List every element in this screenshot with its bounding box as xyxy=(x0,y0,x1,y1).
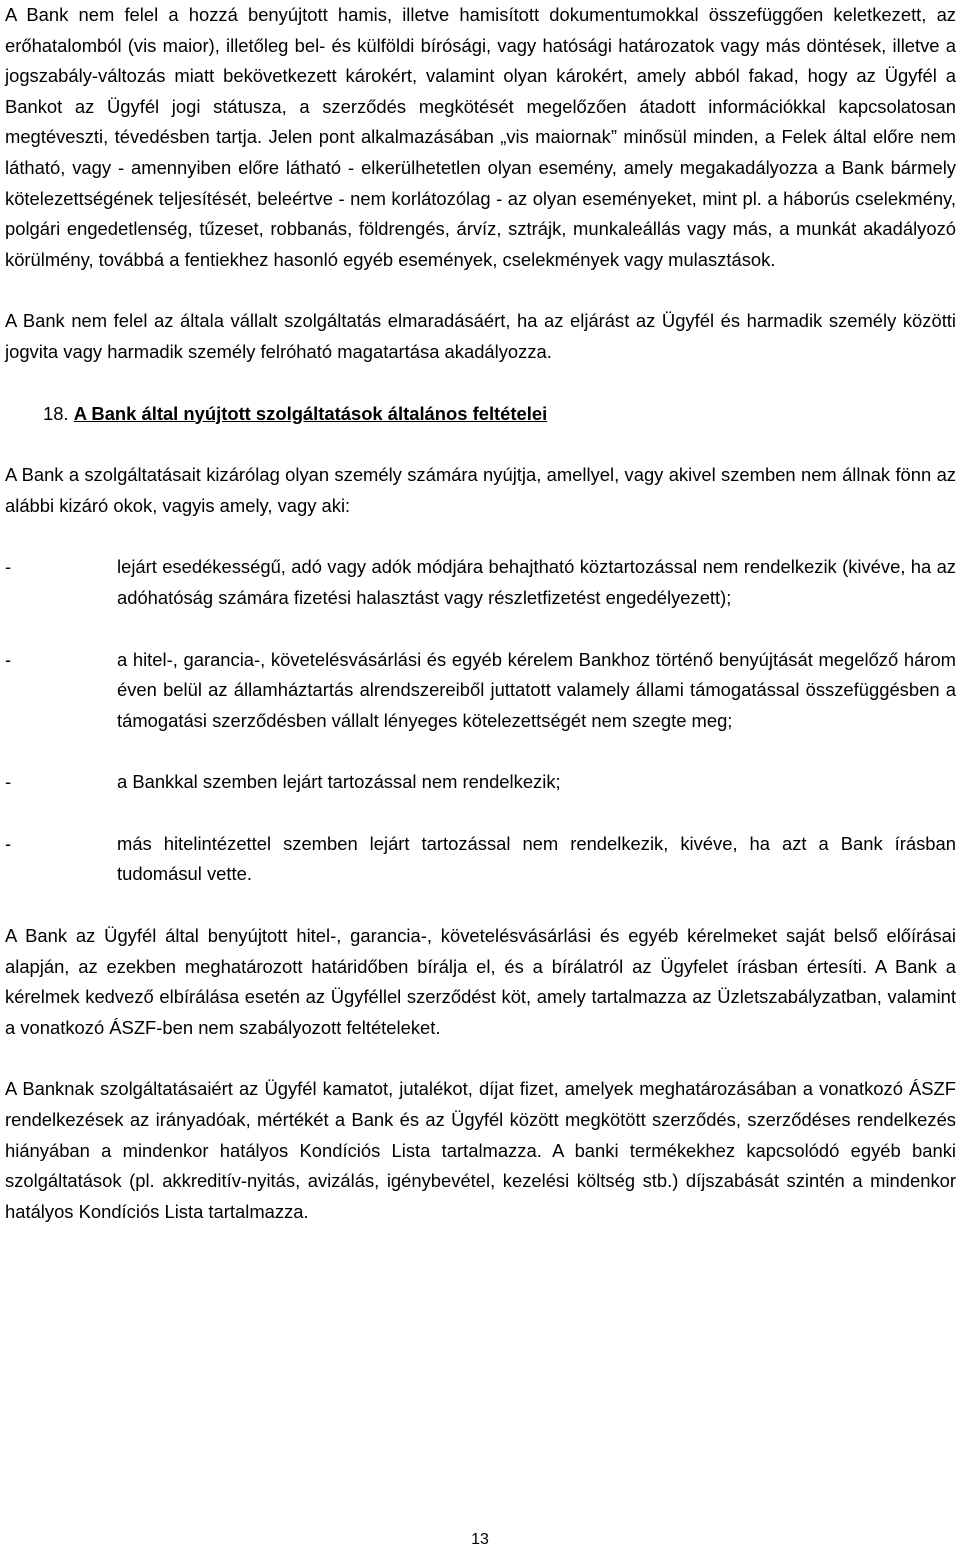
list-item-text: a hitel-, garancia-, követelésvásárlási és egyéb kérelem Bankhoz történő benyújtását megelőző három éven belül az államháztartás alrendszereiből juttatott valamely állami támogatással összefüggésben a támogatási szerződésben vállalt lényeges kötelezettségét nem szegte meg; xyxy=(117,648,956,731)
bullet-dash: - xyxy=(5,832,12,854)
spacer xyxy=(5,614,956,645)
document-page xyxy=(5,0,956,1227)
bullet-dash: - xyxy=(5,771,12,793)
spacer xyxy=(5,890,956,921)
page-number: 13 xyxy=(471,1531,489,1548)
spacer xyxy=(5,798,956,829)
list-item xyxy=(5,767,956,798)
section-number: 18. xyxy=(43,402,69,424)
bullet-dash: - xyxy=(5,648,12,670)
list-item-text: lejárt esedékességű, adó vagy adók módjára behajtható köztartozással nem rendelkezik (kivéve, ha az adóhatóság számára fizetési halasztást vagy részletfizetést engedélyezett); xyxy=(117,556,956,608)
spacer xyxy=(5,275,956,306)
spacer xyxy=(5,368,956,399)
spacer xyxy=(5,521,956,552)
section-title: A Bank által nyújtott szolgáltatások általános feltételei xyxy=(73,402,548,424)
paragraph-liability-dispute: A Bank nem felel az általa vállalt szolgáltatás elmaradásáért, ha az eljárást az Ügyfél és harmadik személy közötti jogvita vagy harmadik személy felróható magatartása akadályozza. xyxy=(5,310,956,362)
spacer xyxy=(5,429,956,460)
spacer xyxy=(5,736,956,767)
list-item-text: a Bankkal szemben lejárt tartozással nem rendelkezik; xyxy=(117,771,561,793)
spacer xyxy=(5,1043,956,1074)
list-item xyxy=(5,829,956,890)
section-heading xyxy=(5,399,956,430)
list-item-text: más hitelintézettel szemben lejárt tartozással nem rendelkezik, kivéve, ha azt a Bank írásban tudomásul vette. xyxy=(117,832,956,885)
paragraph-liability-vis-maior: A Bank nem felel a hozzá benyújtott hamis, illetve hamisított dokumentumokkal összefüggően keletkezett, az erőhatalomból (vis maior), illetőleg bel- és külföldi bírósági, vagy hatósági határozatok vagy más döntések, illetve a jogszabály-változás miatt bekövetkezett károkért, valamint olyan károkért, amely abból fakad, hogy az Ügyfél a Bankot az Ügyfél jogi státusza, a szerződés megkötését megelőzően átadott információkkal kapcsolatosan megtéveszti, tévedésben tartja. Jelen pont alkalmazásában „vis maiornak” minősül minden, a Felek által előre nem látható, vagy - amennyiben előre látható - elkerülhetetlen olyan esemény, amely megakadályozza a Bank bármely kötelezettségének teljesítését, beleértve - nem korlátozólag - az olyan eseményeket, mint pl. a háborús cselekmény, polgári engedetlenség, tűzeset, robbanás, földrengés, árvíz, sztrájk, munkaleállás vagy más, a munkát akadályozó körülmény, továbbá a fentiekhez hasonló egyéb események, cselekmények vagy mulasztások. xyxy=(5,4,956,270)
paragraph-exclusion-intro: A Bank a szolgáltatásait kizárólag olyan személy számára nyújtja, amellyel, vagy akivel szemben nem állnak fönn az alábbi kizáró okok, vagyis amely, vagy aki: xyxy=(5,464,956,516)
list-item xyxy=(5,645,956,737)
bullet-dash: - xyxy=(5,556,12,578)
paragraph-application-review: A Bank az Ügyfél által benyújtott hitel-, garancia-, követelésvásárlási és egyéb kérelmeket saját belső előírásai alapján, az ezekben meghatározott határidőben bírálja el, és a bírálatról az Ügyfelet írásban értesíti. A Bank a kérelmek kedvező elbírálása esetén az Ügyféllel szerződést köt, amely tartalmazza az Üzletszabályzatban, valamint a vonatkozó ÁSZF-ben nem szabályozott feltételeket. xyxy=(5,925,956,1038)
paragraph-fees: A Banknak szolgáltatásaiért az Ügyfél kamatot, jutalékot, díjat fizet, amelyek meghatározásában a vonatkozó ÁSZF rendelkezések az irányadóak, mértékét a Bank és az Ügyfél között megkötött szerződés, szerződéses rendelkezés hiányában a mindenkor hatályos Kondíciós Lista tartalmazza. A banki termékekhez kapcsolódó egyéb banki szolgáltatások (pl. akkreditív-nyitás, avizálás, igénybevétel, kezelési költség stb.) díjszabását szintén a mindenkor hatályos Kondíciós Lista tartalmazza. xyxy=(5,1078,956,1222)
list-item xyxy=(5,552,956,613)
